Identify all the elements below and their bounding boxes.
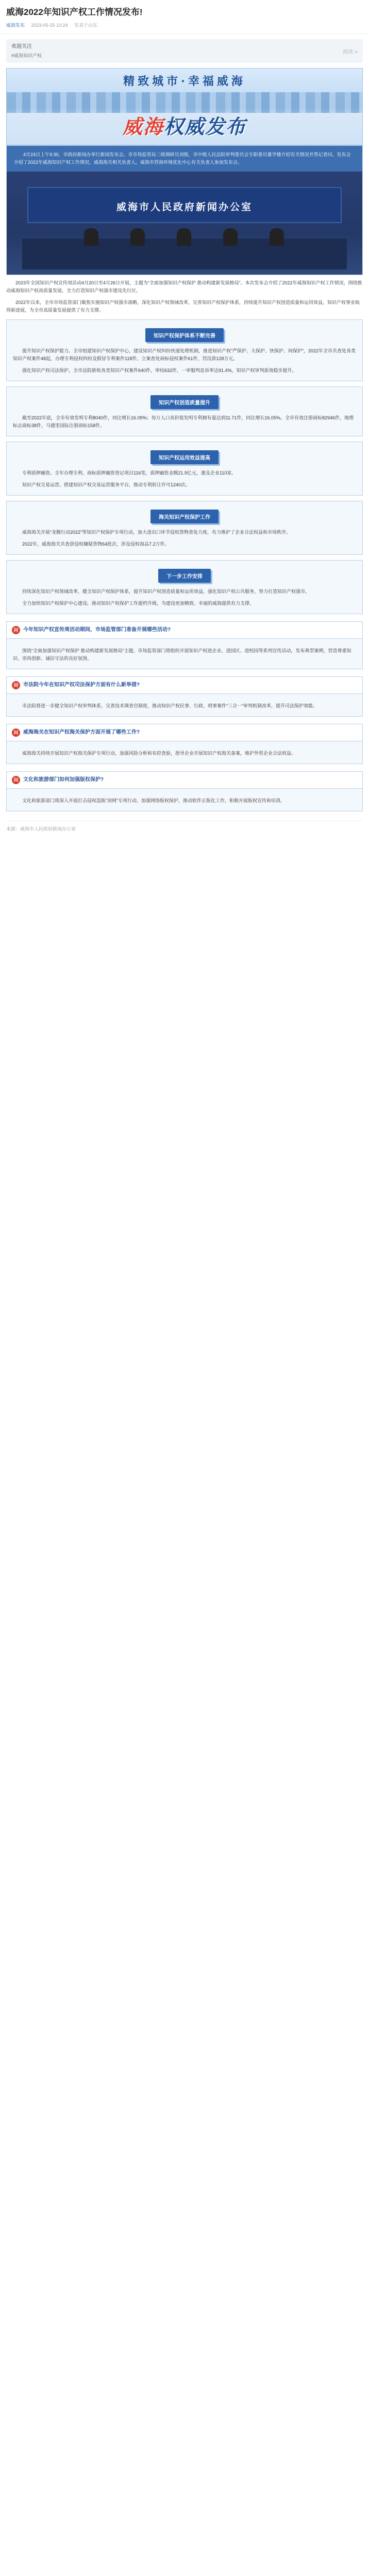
- speaker: [84, 228, 98, 246]
- article-header: [0, 0, 369, 34]
- question-icon: 问: [12, 681, 20, 689]
- banner-title-part-a: 威海: [122, 116, 164, 138]
- qa-question: [6, 676, 363, 694]
- section-heading: [13, 510, 356, 523]
- intro-panel: [6, 145, 363, 275]
- section5-heading: 海关知识产权保护工作: [150, 510, 219, 523]
- section5-paragraph: 2022年，威海海关共查获侵权嫌疑货物64批次，涉及侵权商品7.2万件。: [22, 541, 170, 547]
- qa-answer: [6, 741, 363, 764]
- qa-question: [6, 621, 363, 639]
- qa-block: [6, 621, 363, 669]
- qa-question-text: 今年知识产权宣传周活动期间，市场监管部门准备开展哪些活动?: [23, 627, 171, 633]
- speaker: [223, 228, 238, 246]
- article-footer: 来源：威海市人民政府新闻办公室: [6, 821, 363, 832]
- qa-answer: [6, 694, 363, 717]
- intro-text: 4月24日上午9:30，市政府新闻办举行新闻发布会。市市场监管局二级调研员刘锐，市中级人民法院审判委员会专职委员董学楼介绍有关情况并答记者问。发布会介绍了2022年威海知识产权工作情况，威海海关相关负责人，威海市营商环境优化中心有关负责人参加发布会。: [7, 146, 362, 172]
- qa-question-text: 市法院今年在知识产权司法保护方面有什么新举措?: [23, 682, 140, 688]
- section2-heading: 知识产权保护体系不断完善: [145, 328, 224, 342]
- publish-date: 2023-05-25 10:24: [31, 23, 68, 28]
- qa-block: [6, 676, 363, 717]
- qa-question-text: 文化和旅游部门如何加强版权保护?: [23, 777, 104, 783]
- section6-paragraph: 全力加快知识产权保护中心建设，推动知识产权保护工作提档升级，为建设更加精致、幸福的威海提供有力支撑。: [22, 601, 255, 606]
- section-heading: [13, 395, 356, 409]
- follow-card-arrow: 阅读 >: [343, 49, 358, 55]
- banner-image: [6, 68, 363, 145]
- section2-paragraph: 提升知识产权保护能力。全市组建知识产权保护中心，建设知识产权纠纷快速处理机制，推进知识产权“严保护、大保护、快保护、同保护”，2022年全市共查处各类知识产权案件48起，办理专利侵权纠纷及假冒专利案件118件，立案查处商标侵权案件61件，罚没款128万元。: [13, 348, 356, 361]
- section-heading: [13, 328, 356, 342]
- section3-paragraph: 截至2022年底，全市有效发明专利8040件，同比增长16.09%；每万人口高价值发明专利拥有量达到11.71件，同比增长16.05%。全市有效注册商标82946件，地理标志商标38件，马德里国际注册商标158件。: [13, 415, 354, 428]
- qa-question: [6, 771, 363, 789]
- qa-answer-text: 市法院将进一步健全知识产权审判体系，完善技术调查官制度，推动知识产权民事、行政、刑事案件“三合一”审判机制改革，提升司法保护效能。: [22, 703, 317, 708]
- section2-paragraph: 强化知识产权司法保护。全市法院新收各类知识产权案件640件，审结632件，一审服判息诉率达91.4%，知识产权审判质效稳步提升。: [22, 368, 297, 373]
- qa-question: [6, 724, 363, 741]
- qa-block: [6, 724, 363, 764]
- follow-card-line1: 欢迎关注: [11, 44, 32, 49]
- section-box: [6, 386, 363, 436]
- banner-skyline: [7, 92, 362, 113]
- press-conference-photo: [7, 172, 362, 275]
- section-box: [6, 560, 363, 614]
- section4-paragraph: 知识产权交易运营。搭建知识产权交易运营服务平台，推动专利转让许可1240次。: [22, 482, 191, 487]
- section-box: [6, 501, 363, 555]
- banner-main-title: [7, 111, 362, 139]
- qa-answer-text: 威海海关持续开展知识产权海关保护专项行动，加强风险分析和布控查验，指导企业开展知识产权海关备案，维护外贸企业合法权益。: [22, 751, 296, 756]
- speaker: [270, 228, 284, 246]
- section1-paragraph: 2023年全国知识产权宣传周活动4月20日至4月26日开展，主题为“全面加强知识产权保护 推动构建新发展格局”。本次发布会介绍了2022年威海知识产权工作情况，围绕推动威海知识产权高质量发展，全力打造知识产权强市建设先行区。: [6, 280, 362, 293]
- qa-answer: [6, 789, 363, 811]
- banner-title-part-b: 权威发布: [164, 116, 247, 138]
- section6-heading: 下一步工作安排: [158, 569, 211, 583]
- follow-card-line2: #威海知识产权: [11, 53, 42, 58]
- article-meta: [6, 22, 363, 28]
- question-icon: 问: [12, 728, 20, 737]
- section6-paragraph: 持续深化知识产权领域改革，健全知识产权保护体系，提升知识产权创造质量和运用效益，强化知识产权公共服务，努力打造知识产权强市。: [22, 589, 310, 594]
- article-body: [0, 34, 369, 853]
- follow-card[interactable]: [6, 39, 363, 63]
- section-heading: [13, 450, 356, 464]
- qa-block: [6, 771, 363, 811]
- article-page: [0, 0, 369, 853]
- press-office-label: 威海市人民政府新闻办公室: [116, 202, 253, 213]
- section-heading: [13, 569, 356, 583]
- speaker: [177, 228, 191, 246]
- question-icon: 问: [12, 776, 20, 784]
- speaker: [130, 228, 145, 246]
- banner-slogan: 精致城市·幸福威海: [123, 75, 246, 88]
- section3-heading: 知识产权创造质量提升: [150, 395, 219, 409]
- section4-paragraph: 专利质押融资。全年办理专利、商标质押融资登记项目116笔，质押融资金额21.9亿元，惠及企业110家。: [22, 470, 237, 476]
- qa-question-text: 威海海关在知识产权海关保护方面开展了哪些工作?: [23, 730, 140, 735]
- press-backdrop: [27, 187, 342, 223]
- section1-paragraph: 2022年以来，全市市场监管部门聚焦实施知识产权强市战略，深化知识产权领域改革，完善知识产权保护体系，持续提升知识产权创造质量和运用效益，知识产权事业取得新进展，为全市高质量发展提供了有力支撑。: [6, 300, 360, 313]
- account-name[interactable]: 威海发布: [6, 23, 25, 28]
- qa-answer-text: 围绕“全面加强知识产权保护 推动构建新发展格局”主题，市场监管部门将组织开展知识产权进企业、进园区、进校园等系列宣传活动，发布典型案例，营造尊重知识、崇尚创新、诚信守法的良好氛围。: [13, 648, 351, 661]
- section5-paragraph: 威海海关开展“龙腾行动2022”等知识产权保护专项行动，加大进出口环节侵权货物查处力度，有力维护了企业合法权益和市场秩序。: [22, 530, 291, 535]
- section-box: [6, 319, 363, 381]
- question-icon: 问: [12, 626, 20, 634]
- section-box: [6, 442, 363, 496]
- section4-heading: 知识产权运用效益提高: [150, 450, 219, 464]
- article-title: 威海2022年知识产权工作情况发布!: [6, 7, 143, 17]
- qa-answer: [6, 639, 363, 669]
- qa-answer-text: 文化和旅游部门将深入开展打击侵权盗版“剑网”专项行动，加强网络版权保护，推动软件正版化工作，积极开展版权宣传和培训。: [22, 798, 285, 803]
- publish-location: 发表于山东: [74, 23, 98, 28]
